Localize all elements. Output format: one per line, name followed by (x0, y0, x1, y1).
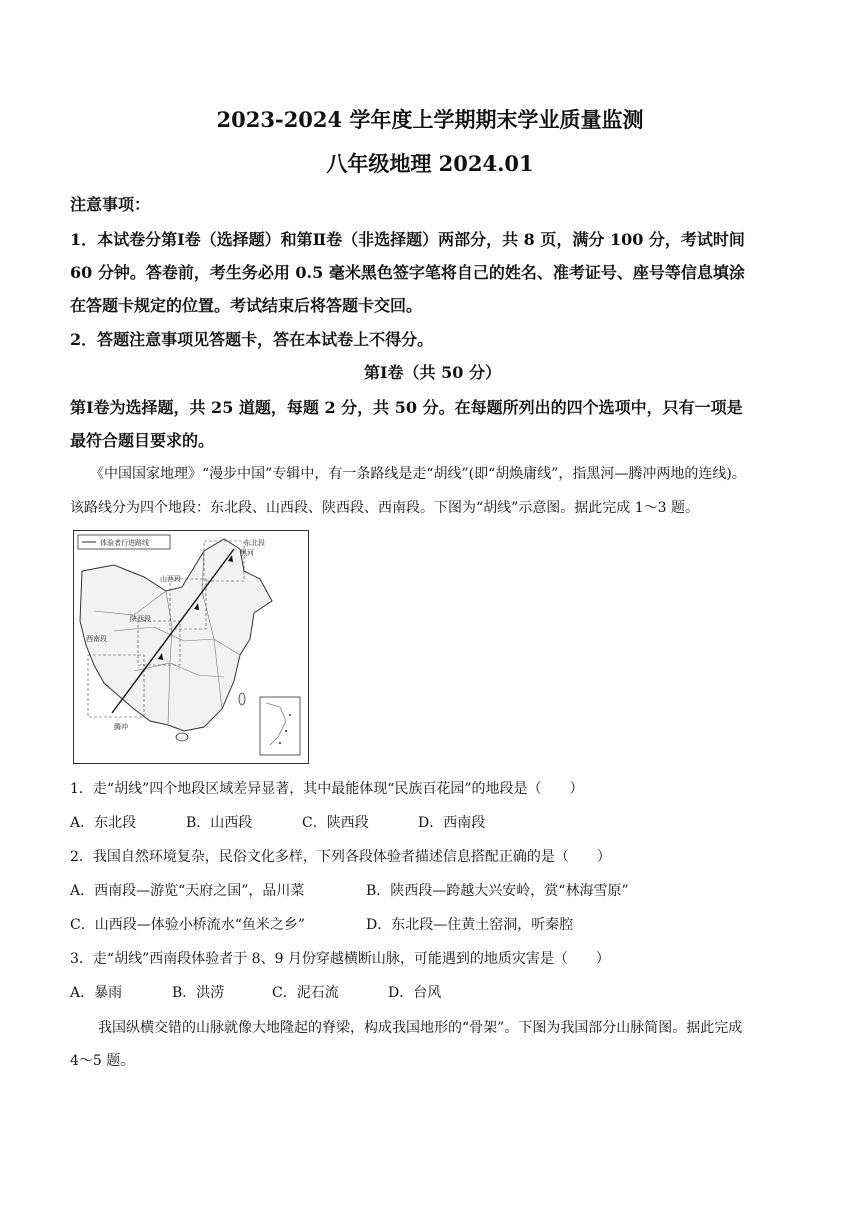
question-3-option-b[interactable]: B．洪涝 (172, 985, 225, 1001)
south-china-sea-inset (260, 697, 300, 755)
map-legend-text: 体验者行进路线 (100, 539, 149, 547)
section-title: 第Ⅰ卷（共 50 分） (364, 363, 501, 382)
notice-item-1-line-1: 1．本试卷分第Ⅰ卷（选择题）和第Ⅱ卷（非选择题）两部分，共 8 页，满分 100 分，考试时间 (70, 230, 745, 249)
question-1-option-c[interactable]: C．陕西段 (302, 815, 369, 831)
label-shanxi-segment: 山西段 (160, 575, 181, 583)
label-southwest-segment: 西南段 (86, 635, 107, 643)
hu-line-map-figure (73, 530, 309, 764)
notice-heading: 注意事项： (70, 195, 151, 214)
label-northeast-segment: 东北段 (244, 539, 265, 547)
question-2-option-a[interactable]: A．西南段—游览“天府之国”，品川菜 (70, 883, 305, 899)
label-shaanxi-segment: 陕西段 (130, 615, 151, 623)
passage-2-line-1: 我国纵横交错的山脉就像大地隆起的脊梁，构成我国地形的“骨架”。下图为我国部分山脉简图。据此完成 (98, 1020, 743, 1036)
exam-title: 2023-2024 学年度上学期期末学业质量监测 (216, 107, 644, 132)
label-heihe: 黑河 (240, 549, 254, 557)
question-2-stem: 2．我国自然环境复杂，民俗文化多样，下列各段体验者描述信息搭配正确的是（ ） (70, 849, 611, 865)
notice-item-1-line-2: 60 分钟。答卷前，考生务必用 0.5 毫米黑色签字笔将自己的姓名、准考证号、座号等信息填涂 (70, 263, 745, 282)
notice-item-2: 2．答题注意事项见答题卡，答在本试卷上不得分。 (70, 330, 434, 349)
question-1-option-a[interactable]: A．东北段 (70, 815, 137, 831)
question-3-option-a[interactable]: A．暴雨 (70, 985, 123, 1001)
question-3-option-d[interactable]: D．台风 (388, 985, 442, 1001)
passage-2-line-2: 4～5 题。 (70, 1053, 135, 1069)
question-1-option-b[interactable]: B．山西段 (186, 815, 253, 831)
label-tengchong: 腾冲 (114, 723, 128, 731)
question-1-stem: 1．走“胡线”四个地段区域差异显著，其中最能体现“民族百花园”的地段是（ ） (70, 781, 584, 797)
china-outline-map (74, 531, 308, 763)
question-2-option-b[interactable]: B．陕西段—跨越大兴安岭，赏“林海雪原” (366, 883, 629, 899)
question-1-option-d[interactable]: D．西南段 (418, 815, 486, 831)
hainan-island (176, 733, 188, 741)
exam-subtitle: 八年级地理 2024.01 (326, 151, 534, 176)
taiwan-island (239, 693, 245, 705)
passage-1-line-2: 该路线分为四个地段：东北段、山西段、陕西段、西南段。下图为“胡线”示意图。据此完成 1～3 题。 (70, 500, 700, 516)
passage-1-line-1: 《中国国家地理》“漫步中国”专辑中，有一条路线是走“胡线”(即“胡焕庸线”，指黑河—腾冲两地的连线)。 (90, 466, 746, 482)
question-3-stem: 3．走“胡线”西南段体验者于 8、9 月份穿越横断山脉，可能遇到的地质灾害是（ ） (70, 951, 610, 967)
section-description-line-1: 第Ⅰ卷为选择题，共 25 道题，每题 2 分，共 50 分。在每题所列出的四个选项中，只有一项是 (70, 398, 743, 417)
section-description-line-2: 最符合题目要求的。 (70, 431, 215, 450)
question-3-option-c[interactable]: C．泥石流 (272, 985, 339, 1001)
question-2-option-d[interactable]: D．东北段—住黄土窑洞，听秦腔 (366, 917, 574, 933)
notice-item-1-line-3: 在答题卡规定的位置。考试结束后将答题卡交回。 (70, 296, 423, 315)
question-2-option-c[interactable]: C．山西段—体验小桥流水“鱼米之乡” (70, 917, 306, 933)
